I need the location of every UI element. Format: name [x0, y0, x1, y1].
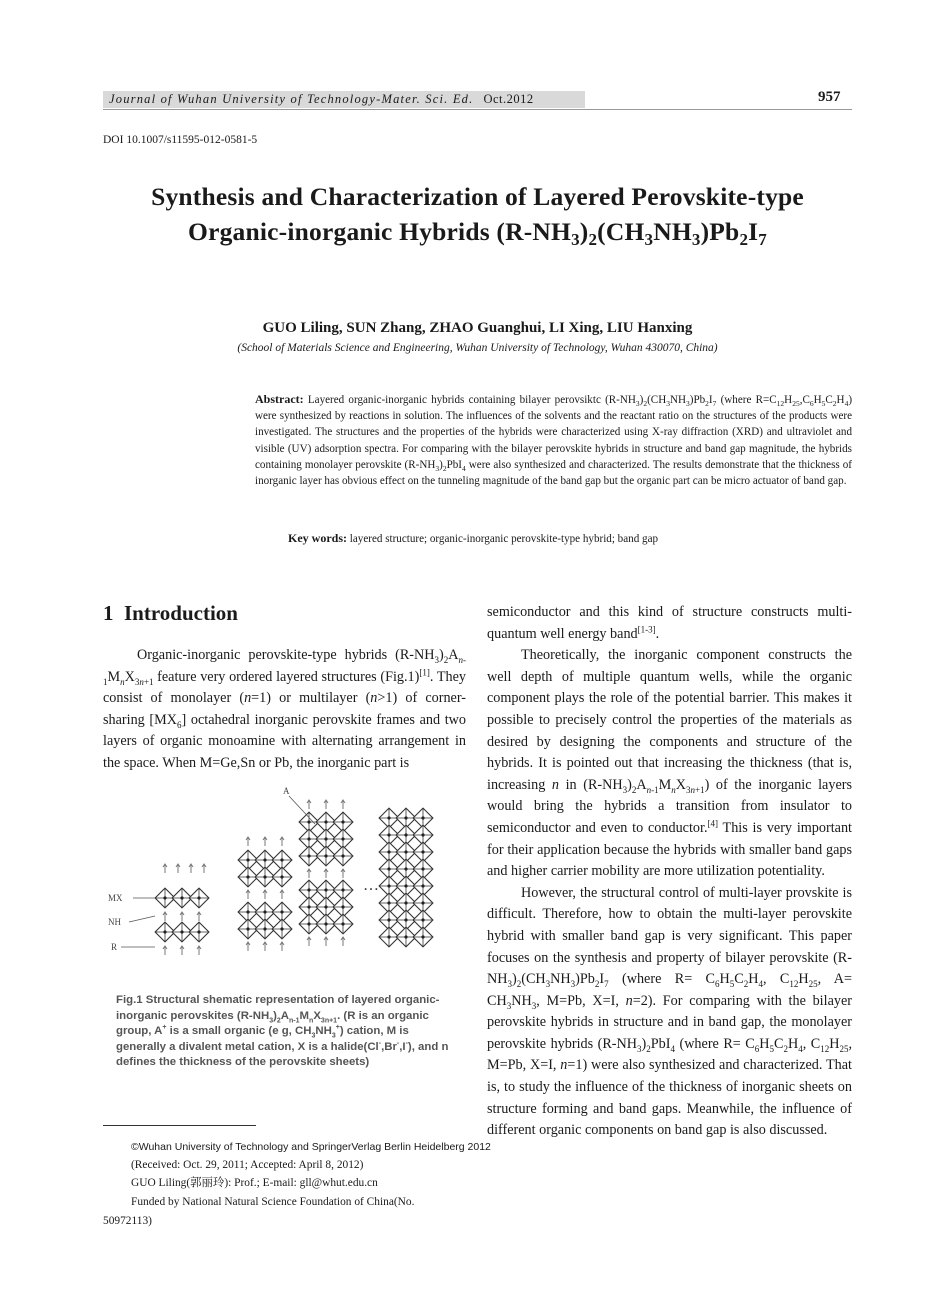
right-column-text: [487, 602, 852, 1142]
label-mx6: MX: [108, 893, 123, 903]
ellipsis: …: [363, 877, 379, 894]
figure-1-schematic: [103, 782, 466, 990]
section-heading: 1 Introduction: [103, 601, 238, 625]
issue-date: Oct.2012: [483, 92, 534, 106]
left-column-text: [103, 645, 466, 775]
authors: GUO Liling, SUN Zhang, ZHAO Guanghui, LI Xing, LIU Hanxing: [262, 320, 693, 336]
abstract-label: Abstract:: [255, 392, 304, 406]
affiliation: (School of Materials Science and Engineering, Wuhan University of Technology, Wuhan 430070, China): [237, 342, 718, 354]
keywords: Key words: layered structure; organic-inorganic perovskite-type hybrid; band gap: [288, 531, 659, 545]
header-divider: [103, 109, 852, 110]
journal-name: Journal of Wuhan University of Technology-Mater. Sci. Ed.: [109, 92, 474, 106]
running-header: [103, 91, 585, 108]
n1-structure: [155, 864, 209, 955]
abstract: Abstract: Layered organic-inorganic hybrids containing bilayer perovsiktc $(R-NH_3)_2(CH_3NH_3)Pb_2I_7$ (where $R=C_{12}H_{25},C_6H_5C_2H_4$) were synthesized by reactions in solution. The influences of the solvents and the reactant ratio on the structures of the products were investigated. The structures and the properties of the hybrids were characterized using X-ray diffraction (XRD) and ultraviolet and visible (UV) adsorption spectra. For comparing with the bilayer perovskite hybrids in structure and band gap magnitude, the hybrids containing monolayer perovskite $(R-NH_3)_2PbI_4$ were also synthesized and characterized. The results demonstrate that the thickness of inorganic layer has obvious effect on the tunneling magnitude of the band gap but the organic part can be micro actuator of band gap.: [255, 392, 853, 488]
doi-line: DOI 10.1007/s11595-012-0581-5: [103, 134, 258, 146]
figure-1-caption: Fig.1 Structural shematic representation of layered organic-inorganic perovskites $(R-NH_3)_2A_{n-1}M_nX_{3n+1}$. (R is an organic group, A+ is a small organic (e g, $CH_3NH_3^+$) cation, M is generally a divalent metal cation, X is a halide(Cl-,Br-,I-), and n defines the thickness of the perovskite sheets): [116, 994, 449, 1068]
paragraph: However, the structural control of multi-layer provskite is difficult. Therefore, how to obtain the multi-layer perovskite hybrid with smaller band gap is very significant. This paper focuses on the synthesis and property of bilayer perovskite $(R-NH_3)_2(CH_3NH_3)Pb_2I_7$ (where $R= C_6H_5C_2H_4$, $C_{12}H_{25}$, $A= CH_3NH_3$, M=Pb, X=I, n=2). For comparing with the bilayer perovskite hybrids in structure and in band gap, the monolayer perovskite hybrids $(R-NH_3)_2PbI_4$ (where $R= C_6H_5C_2H_4$, $C_{12}H_{25}$, M=Pb, X=I, n=1) were also synthesized and characterized. That is, to study the influence of the thickness of inorganic sheets on structure forming and band gaps. Meanwhile, the influence of different organic components on band gap is also discussed.: [487, 884, 852, 1139]
footnote-author: GUO Liling(郭丽玲): Prof.; E-mail: gll@whut.edu.cn: [131, 1177, 378, 1189]
n3-structure: [299, 800, 353, 946]
citation[interactable]: [1]: [419, 666, 430, 677]
paragraph: Organic-inorganic perovskite-type hybrids $(R-NH_3)_2A_{n-1}M_nX_{3n+1}$ feature very ordered layered structures (Fig.1)[1]. They consist of monolayer (n=1) or multilayer (n>1) of corner-sharing $[MX_6]$ octahedral inorganic perovskite frames and two layers of organic monoamine with alternating arrangement in the space. When M=Ge,Sn or Pb, the inorganic part is: [103, 647, 467, 771]
bulk-structure: [379, 808, 433, 947]
page-number: 957: [818, 89, 841, 105]
citation[interactable]: [4]: [707, 818, 718, 829]
footnote-received: (Received: Oct. 29, 2011; Accepted: April 8, 2012): [131, 1159, 364, 1171]
label-a-cation: A: [283, 786, 290, 796]
chains-top: [163, 864, 206, 873]
paragraph: semiconductor and this kind of structure constructs multi-quantum well energy band[1-3].: [487, 604, 852, 642]
keywords-label: Key words:: [288, 531, 347, 545]
footnote-funding: Funded by National Natural Science Foundation of China(No. 50972113): [103, 1196, 415, 1227]
n2-structure: [238, 837, 292, 951]
label-nh3: NH: [108, 917, 121, 927]
label-r-group: R: [111, 942, 118, 952]
citation[interactable]: [1-3]: [637, 623, 656, 634]
title-line-2: Organic-inorganic Hybrids $(R-NH_3)_2(CH_3NH_3)Pb_2I_7$: [188, 217, 767, 249]
footnote-copyright: ©Wuhan University of Technology and SpringerVerlag Berlin Heidelberg 2012: [131, 1141, 491, 1153]
paper-title: [80, 179, 875, 249]
paragraph: Theoretically, the inorganic component constructs the well depth of multiple quantum wells, while the organic component plays the role of the potential barrier. This makes it possible to precisely control the properties of the materials as desired by designing the components and structure of the hybrids. It is pointed out that increasing the thickness (that is, increasing n in $(R-NH_3)_2A_{n-1}M_nX_{3n+1}$) of the inorganic layers would bring the hybrids a transition from insulator to semiconductor and even to conductor.[4] This is very important for their application because the hybrids with smaller band gaps and higher carrier mobility are more utilization potentiality.: [487, 647, 852, 880]
footnote-divider: [103, 1125, 256, 1126]
title-line-1: Synthesis and Characterization of Layered Perovskite-type: [151, 182, 804, 211]
